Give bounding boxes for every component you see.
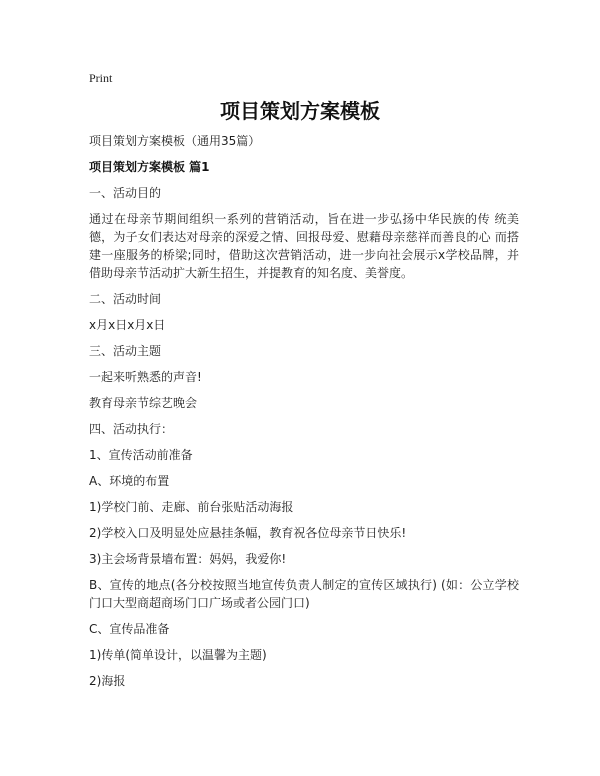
heading-activity-time: 二、活动时间 [89, 292, 162, 306]
paragraph-theme-line-1: 一起来听熟悉的声音! [89, 370, 202, 384]
print-label: Print [89, 71, 113, 85]
subheading-promo-prep: 1、宣传活动前准备 [89, 448, 193, 462]
document-body [89, 132, 519, 698]
heading-activity-theme: 三、活动主题 [89, 344, 162, 358]
list-item-backdrop: 3)主会场背景墙布置：妈妈，我爱你! [89, 552, 287, 566]
list-item-banners: 2)学校入口及明显处应悬挂条幅，教育祝各位母亲节日快乐! [89, 526, 407, 540]
list-item-flyers: 1)传单(简单设计，以温馨为主题) [89, 648, 267, 662]
heading-activity-execution: 四、活动执行： [89, 422, 174, 436]
paragraph-theme-line-2: 教育母亲节综艺晚会 [89, 396, 198, 410]
section-title: 项目策划方案模板 篇1 [89, 160, 210, 174]
page-title: 项目策划方案模板 [220, 99, 380, 123]
paragraph-activity-purpose: 通过在母亲节期间组织一系列的营销活动，旨在进一步弘扬中华民族的传 统美德，为子女们表达对母亲的深爱之情、回报母爱、慰藉母亲慈祥而善良的心 而搭建一座服务的桥梁;同时，借助这次营销活动，进一步向社会展示x学校品牌，并借助母亲节活动扩大新生招生，并提教育的知名度、美誉度。 [89, 212, 519, 280]
list-item-posters: 1)学校门前、走廊、前台张贴活动海报 [89, 500, 294, 514]
subheading-promo-materials: C、宣传品准备 [89, 622, 170, 636]
paragraph-promo-location: B、宣传的地点(各分校按照当地宣传负责人制定的宣传区域执行) (如：公立学校门口大型商超商场门口广场或者公园门口) [89, 578, 519, 610]
subheading-environment: A、环境的布置 [89, 474, 170, 488]
heading-activity-purpose: 一、活动目的 [89, 186, 162, 200]
paragraph-activity-time: x月x日x月x日 [89, 318, 166, 332]
document-subtitle: 项目策划方案模板（通用35篇） [89, 134, 261, 148]
list-item-poster-materials: 2)海报 [89, 674, 126, 688]
